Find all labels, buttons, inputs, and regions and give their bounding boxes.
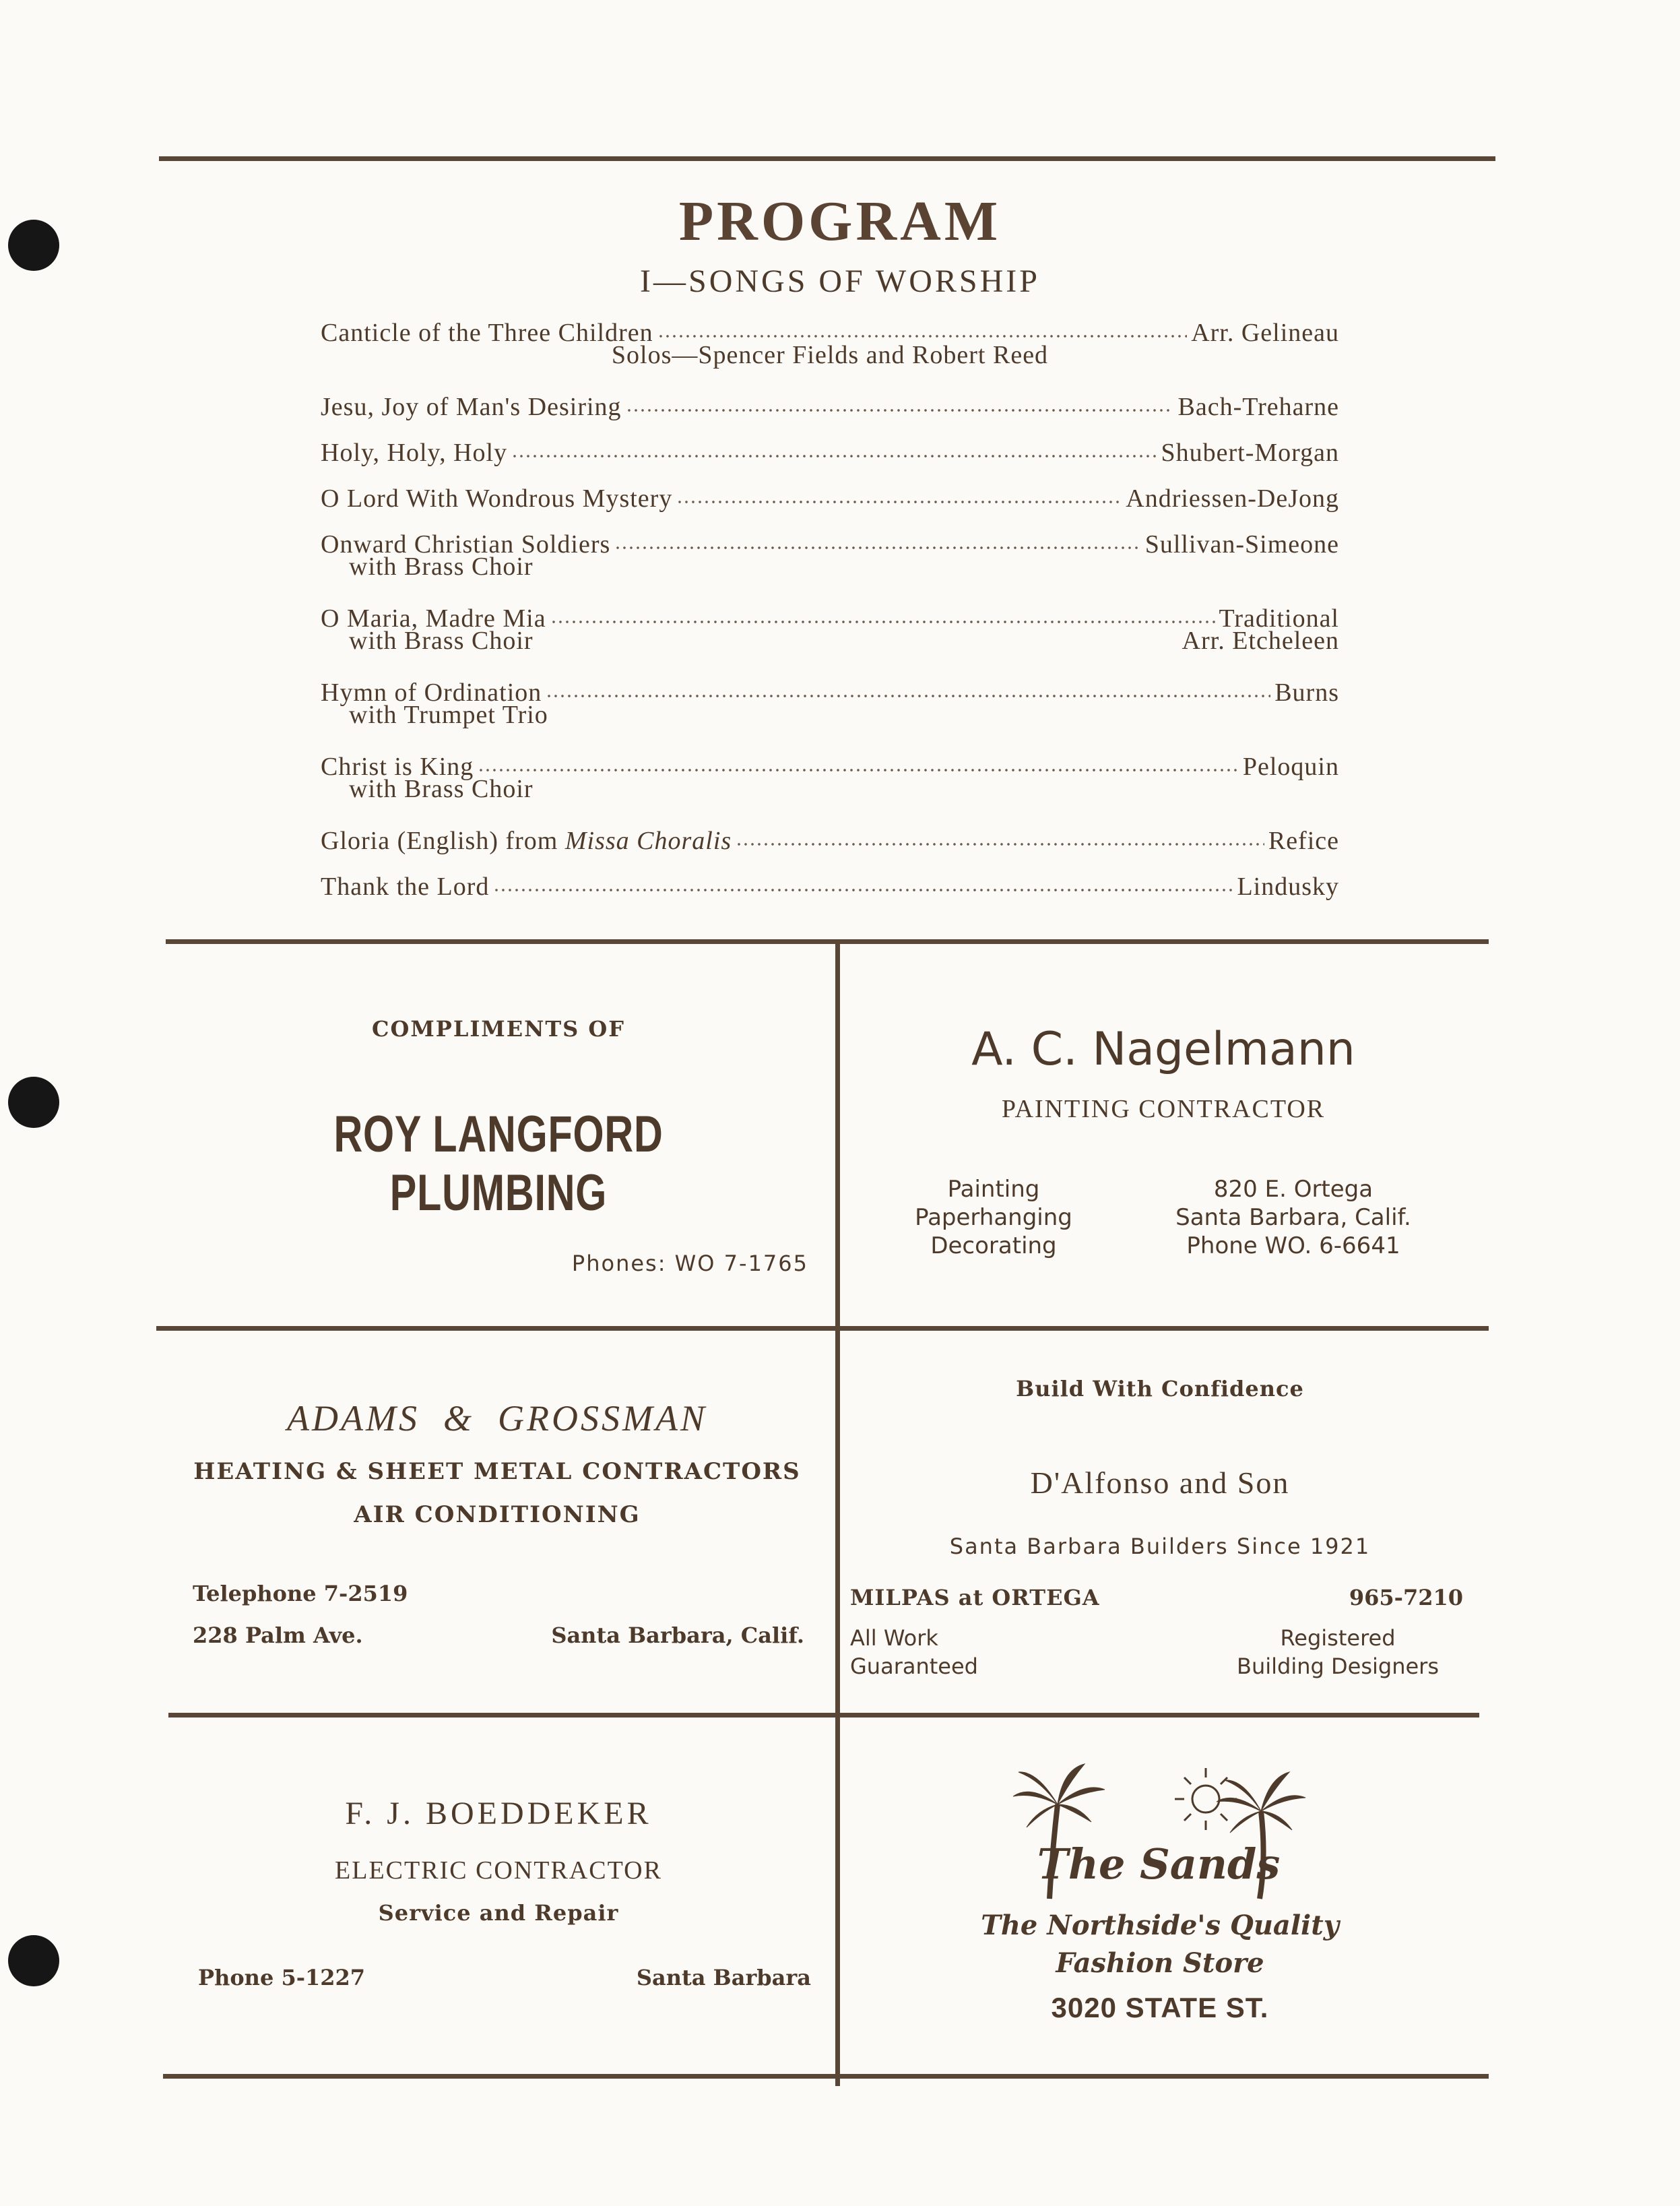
song-composer: Burns — [1274, 679, 1339, 707]
ad-grid-bottom-rule — [163, 2074, 1489, 2079]
boeddeker-phone: Phone 5-1227 — [198, 1965, 366, 1990]
program-item — [321, 431, 1339, 477]
boeddeker-trade: ELECTRIC CONTRACTOR — [335, 1856, 662, 1885]
punch-hole — [8, 1077, 59, 1128]
song-note: with Brass Choir — [349, 553, 534, 581]
song-title: Holy, Holy, Holy — [321, 439, 508, 467]
song-title: Onward Christian Soldiers — [321, 530, 611, 559]
service-item: Paperhanging — [915, 1204, 1072, 1231]
ad-grid-vertical-rule — [835, 939, 840, 2086]
nagelmann-services — [876, 1175, 1111, 1260]
program-item — [321, 865, 1339, 911]
address-line: 820 E. Ortega — [1213, 1176, 1374, 1203]
compliments-of: COMPLIMENTS OF — [371, 1016, 625, 1042]
program-item — [321, 819, 1339, 865]
sun-icon — [1175, 1768, 1237, 1830]
service-item: Decorating — [930, 1232, 1057, 1259]
song-title: Christ is King — [321, 753, 474, 781]
sands-address: 3020 STATE ST. — [1051, 1992, 1269, 2023]
song-composer: Arr. Gelineau — [1191, 319, 1339, 347]
leader-dots — [511, 431, 1157, 461]
song-title: Jesu, Joy of Man's Desiring — [321, 393, 622, 421]
ad-grid-rule-2 — [156, 1326, 1489, 1331]
song-title: Thank the Lord — [321, 873, 490, 901]
program-item — [321, 385, 1339, 431]
song-note: with Trumpet Trio — [349, 701, 548, 729]
song-title-italic: Missa Choralis — [564, 827, 732, 855]
song-composer: Traditional — [1219, 604, 1339, 633]
adams-telephone: Telephone 7-2519 — [193, 1581, 408, 1606]
leader-dots — [676, 477, 1122, 507]
nagelmann-address — [1138, 1175, 1448, 1260]
song-note: Solos—Spencer Fields and Robert Reed — [611, 341, 1049, 369]
boeddeker-service: Service and Repair — [378, 1900, 619, 1926]
ad-grid-rule-3 — [168, 1713, 1479, 1717]
langford-phones: Phones: WO 7-1765 — [571, 1251, 808, 1276]
dalfonso-name: D'Alfonso and Son — [1030, 1466, 1290, 1500]
leader-dots — [493, 865, 1233, 895]
dalfonso-designers: Registered Building Designers — [1237, 1625, 1439, 1679]
song-title: Gloria (English) from Missa Choralis — [321, 827, 732, 855]
leader-dots — [614, 523, 1140, 553]
song-composer: Lindusky — [1237, 873, 1339, 901]
program-item — [321, 671, 1339, 745]
program-item — [321, 523, 1339, 597]
adams-line1: HEATING & SHEET METAL CONTRACTORS — [193, 1458, 801, 1485]
punch-hole — [8, 1935, 59, 1986]
nagelmann-trade: PAINTING CONTRACTOR — [1001, 1095, 1326, 1123]
program-list — [321, 311, 1339, 911]
nagelmann-name: A. C. Nagelmann — [971, 1023, 1355, 1076]
song-title: Hymn of Ordination — [321, 679, 542, 707]
program-subtitle: I—SONGS OF WORSHIP — [640, 263, 1040, 299]
dalfonso-guarantee: All Work Guaranteed — [850, 1625, 978, 1679]
leader-dots — [550, 597, 1215, 627]
program-item — [321, 745, 1339, 819]
leader-dots — [736, 819, 1264, 849]
song-composer: Peloquin — [1242, 753, 1339, 781]
dalfonso-slogan: Build With Confidence — [1016, 1376, 1304, 1401]
program-item — [321, 597, 1339, 671]
program-item — [321, 477, 1339, 523]
adams-name: ADAMS & GROSSMAN — [287, 1398, 707, 1439]
dalfonso-tagline: Santa Barbara Builders Since 1921 — [949, 1534, 1371, 1559]
song-composer: Shubert-Morgan — [1161, 439, 1339, 467]
leader-dots — [626, 385, 1174, 415]
boeddeker-name: F. J. BOEDDEKER — [345, 1796, 652, 1831]
song-note: with Brass Choir — [349, 627, 534, 655]
adams-line2: AIR CONDITIONING — [354, 1501, 641, 1528]
sands-logo-text: The Sands — [1037, 1839, 1281, 1889]
song-note: with Brass Choir — [349, 775, 534, 803]
leader-dots — [546, 671, 1270, 701]
langford-name: ROY LANGFORD PLUMBING — [333, 1106, 664, 1222]
song-composer: Refice — [1268, 827, 1339, 855]
song-title: Canticle of the Three Children — [321, 319, 653, 347]
adams-city: Santa Barbara, Calif. — [551, 1622, 804, 1648]
sands-tagline2: Fashion Store — [1056, 1947, 1264, 1979]
service-item: Painting — [947, 1176, 1040, 1203]
adams-street: 228 Palm Ave. — [193, 1622, 363, 1648]
song-title: O Lord With Wondrous Mystery — [321, 484, 673, 513]
song-composer: Sullivan-Simeone — [1144, 530, 1339, 559]
song-composer: Andriessen-DeJong — [1126, 484, 1339, 513]
song-composer: Bach-Treharne — [1177, 393, 1339, 421]
boeddeker-city: Santa Barbara — [636, 1965, 811, 1990]
song-arranger: Arr. Etcheleen — [1182, 627, 1339, 655]
sands-tagline1: The Northside's Quality — [981, 1910, 1339, 1941]
top-rule — [159, 156, 1495, 161]
address-line: Phone WO. 6-6641 — [1186, 1232, 1400, 1259]
ad-grid-top-rule — [166, 939, 1489, 944]
program-title: PROGRAM — [678, 190, 1002, 253]
program-item — [321, 311, 1339, 385]
the-sands-logo — [1010, 1757, 1307, 1905]
address-line: Santa Barbara, Calif. — [1175, 1204, 1411, 1231]
leader-dots — [657, 311, 1188, 341]
dalfonso-phone: 965-7210 — [1349, 1585, 1463, 1610]
leader-dots — [478, 745, 1239, 775]
dalfonso-location: MILPAS at ORTEGA — [850, 1585, 1100, 1610]
song-title: O Maria, Madre Mia — [321, 604, 546, 633]
